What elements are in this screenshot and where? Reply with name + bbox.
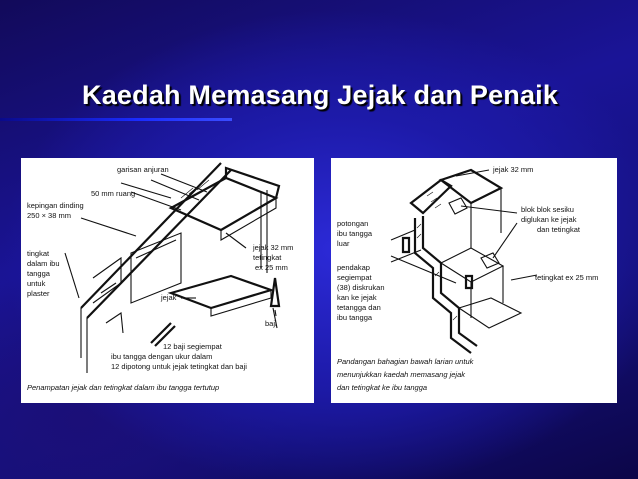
- label-kepingan-1: kepingan dinding: [27, 201, 84, 210]
- label-tingkat-4: untuk: [27, 279, 46, 288]
- label-tingkat-1: tingkat: [27, 249, 50, 258]
- title-underline: [0, 118, 232, 121]
- label-pendakap-6: ibu tangga: [337, 313, 373, 322]
- right-caption-line-3: dan tetingkat ke ibu tangga: [337, 383, 428, 392]
- label-potongan-1: potongan: [337, 219, 369, 228]
- label-blok-2: diglukan ke jejak: [521, 215, 577, 224]
- label-tetingkat-25: tetingkat ex 25 mm: [535, 273, 599, 282]
- label-pendakap-4: kan ke jejak: [337, 293, 377, 302]
- label-tingkat-2: dalam ibu: [27, 259, 60, 268]
- label-jejak-32-3: ex 25 mm: [255, 263, 288, 272]
- label-potongan-3: luar: [337, 239, 350, 248]
- label-jejak-32: jejak 32 mm: [493, 165, 534, 174]
- right-diagram-panel: [331, 158, 617, 403]
- label-tingkat-5: plaster: [27, 289, 50, 298]
- right-diagram-drawing: [331, 158, 617, 403]
- right-caption-line-2: menunjukkan kaedah memasang jejak: [337, 370, 465, 379]
- label-jejak: jejak: [161, 293, 177, 302]
- label-pendakap-5: tetangga dan: [337, 303, 381, 312]
- label-potongan-2: ibu tangga: [337, 229, 373, 238]
- label-ruang: 50 mm ruang: [91, 189, 136, 198]
- label-jejak-32-2: tetingkat: [253, 253, 282, 262]
- right-caption-line-1: Pandangan bahagian bawah larian untuk: [337, 357, 474, 366]
- label-kepingan-2: 250 × 38 mm: [27, 211, 71, 220]
- left-diagram-drawing: [21, 158, 314, 403]
- left-diagram-caption: Penampatan jejak dan tetingkat dalam ibu tangga tertutup: [27, 383, 220, 392]
- slide-title: Kaedah Memasang Jejak dan Penaik: [82, 80, 559, 110]
- label-dipotong: 12 dipotong untuk jejak tetingkat dan baji: [111, 362, 247, 371]
- label-ibu-tangga: ibu tangga dengan ukur dalam: [111, 352, 213, 361]
- label-baji: baji: [265, 319, 277, 328]
- left-diagram-panel: [21, 158, 314, 403]
- label-blok-3: dan tetingkat: [537, 225, 580, 234]
- label-pendakap-3: (38) diskrukan: [337, 283, 385, 292]
- label-garisan-anjuran: garisan anjuran: [117, 165, 169, 174]
- label-pendakap-1: pendakap: [337, 263, 370, 272]
- label-tingkat-3: tangga: [27, 269, 50, 278]
- label-pendakap-2: segiempat: [337, 273, 372, 282]
- label-jejak-32-1: jejak 32 mm: [253, 243, 294, 252]
- label-blok-1: blok blok sesiku: [521, 205, 574, 214]
- stair-underside-drawing: [391, 170, 537, 353]
- label-baji-segiempat: 12 baji segiempat: [163, 342, 222, 351]
